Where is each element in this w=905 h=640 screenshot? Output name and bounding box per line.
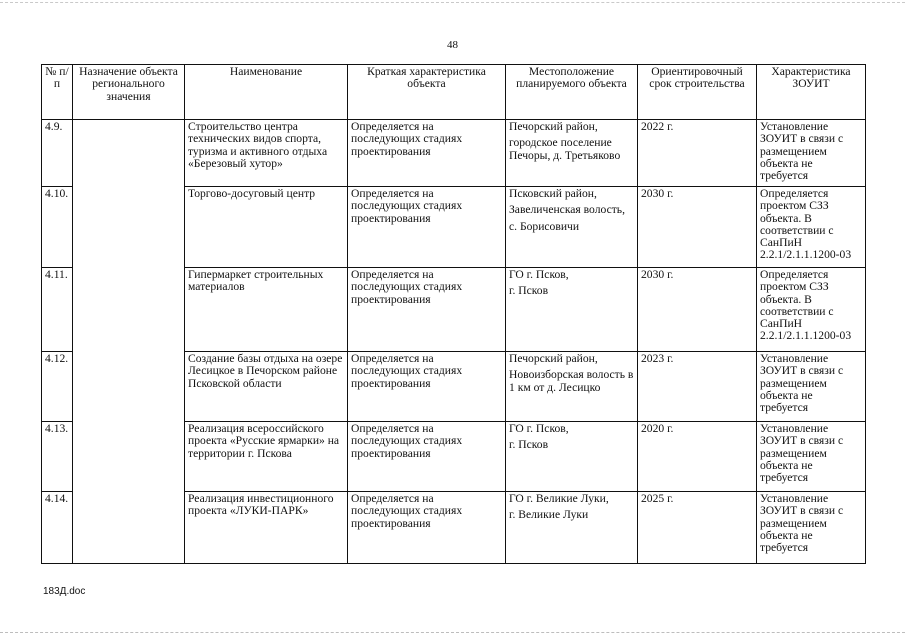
- header-location: Местоположение планируемого объекта: [506, 65, 638, 120]
- object-name: Гипермаркет строительных материалов: [185, 268, 348, 352]
- object-description: Определяется на последующих стадиях проектирования: [348, 120, 506, 187]
- location-line: г. Великие Луки: [509, 508, 589, 522]
- construction-term: 2020 г.: [638, 422, 757, 492]
- location-line: г. Псков: [509, 284, 549, 298]
- planned-objects-table: [41, 64, 866, 564]
- object-name: Создание базы отдыха на озере Лесицкое в Печорском районе Псковской области: [185, 352, 348, 422]
- object-description: Определяется на последующих стадиях проектирования: [348, 187, 506, 268]
- location-line: Новоизборская волость в 1 км от д. Лесицко: [509, 368, 634, 394]
- construction-term: 2022 г.: [638, 120, 757, 187]
- row-number: 4.12.: [42, 352, 73, 422]
- location-line: городское поселение Печоры, д. Третьяково: [509, 136, 621, 162]
- object-location: [506, 120, 638, 187]
- location-line: ГО г. Псков,: [509, 268, 569, 281]
- construction-term: 2030 г.: [638, 268, 757, 352]
- zone-characteristic: Установление ЗОУИТ в связи с размещением объекта не требуется: [757, 422, 866, 492]
- construction-term: 2025 г.: [638, 492, 757, 564]
- header-num: № п/п: [42, 65, 73, 120]
- row-number: 4.10.: [42, 187, 73, 268]
- header-description: Краткая характеристика объекта: [348, 65, 506, 120]
- location-line: Псковский район,: [509, 187, 597, 200]
- table-row: [42, 120, 866, 187]
- page-number: 48: [447, 39, 458, 51]
- object-name: Реализация всероссийского проекта «Русские ярмарки» на территории г. Пскова: [185, 422, 348, 492]
- object-name: Строительство центра технических видов спорта, туризма и активного отдыха «Березовый хутор»: [185, 120, 348, 187]
- location-line: ГО г. Великие Луки,: [509, 492, 609, 505]
- row-number: 4.13.: [42, 422, 73, 492]
- purpose-cell: [73, 120, 185, 564]
- object-description: Определяется на последующих стадиях проектирования: [348, 422, 506, 492]
- location-line: Печорский район,: [509, 120, 598, 133]
- object-location: [506, 352, 638, 422]
- header-zone: Характеристика ЗОУИТ: [757, 65, 866, 120]
- object-location: [506, 268, 638, 352]
- object-description: Определяется на последующих стадиях проектирования: [348, 268, 506, 352]
- location-line: ГО г. Псков,: [509, 422, 569, 435]
- object-location: [506, 492, 638, 564]
- zone-characteristic: Установление ЗОУИТ в связи с размещением объекта не требуется: [757, 352, 866, 422]
- scan-edge-bottom: [0, 632, 905, 633]
- location-line: Завеличенская волость,: [509, 203, 625, 217]
- location-line: г. Псков: [509, 438, 549, 452]
- construction-term: 2030 г.: [638, 187, 757, 268]
- location-line: с. Борисовичи: [509, 219, 580, 233]
- zone-characteristic: Установление ЗОУИТ в связи с размещением объекта не требуется: [757, 492, 866, 564]
- scan-edge-top: [0, 2, 905, 3]
- row-number: 4.14.: [42, 492, 73, 564]
- row-number: 4.9.: [42, 120, 73, 187]
- header-purpose: Назначение объекта регионального значения: [73, 65, 185, 120]
- zone-characteristic: Определяется проектом СЗЗ объекта. В соответствии с СанПиН 2.2.1/2.1.1.1200-03: [757, 187, 866, 268]
- object-name: Реализация инвестиционного проекта «ЛУКИ-ПАРК»: [185, 492, 348, 564]
- object-location: [506, 187, 638, 268]
- zone-characteristic: Установление ЗОУИТ в связи с размещением объекта не требуется: [757, 120, 866, 187]
- object-name: Торгово-досуговый центр: [185, 187, 348, 268]
- zone-characteristic: Определяется проектом СЗЗ объекта. В соответствии с СанПиН 2.2.1/2.1.1.1200-03: [757, 268, 866, 352]
- object-description: Определяется на последующих стадиях проектирования: [348, 492, 506, 564]
- location-line: Печорский район,: [509, 352, 598, 365]
- construction-term: 2023 г.: [638, 352, 757, 422]
- row-number: 4.11.: [42, 268, 73, 352]
- header-term: Ориентировочный срок строительства: [638, 65, 757, 120]
- footer-filename: 183Д.doc: [43, 586, 86, 597]
- table-header-row: [42, 65, 866, 120]
- object-location: [506, 422, 638, 492]
- object-description: Определяется на последующих стадиях проектирования: [348, 352, 506, 422]
- header-name: Наименование: [185, 65, 348, 120]
